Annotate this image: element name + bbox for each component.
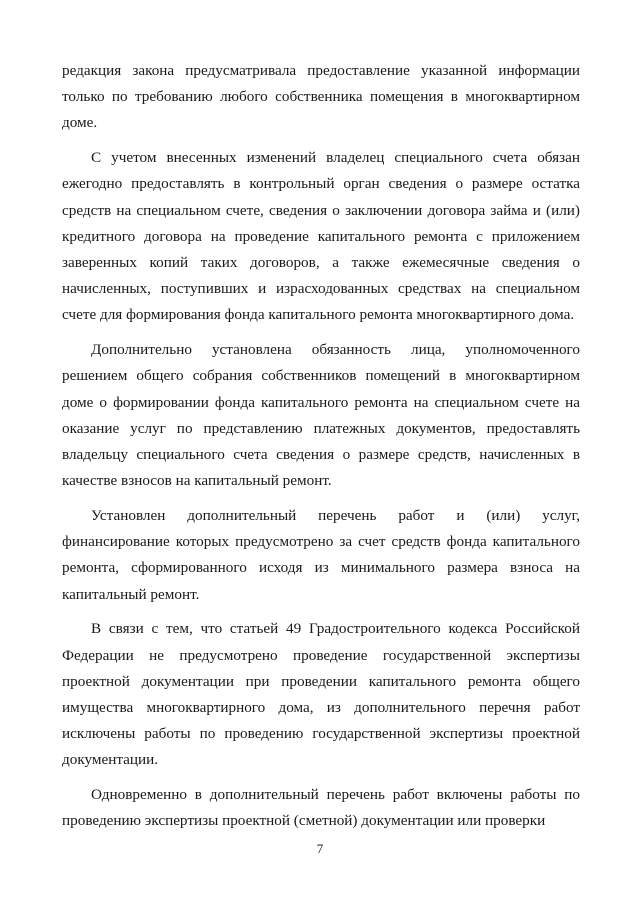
paragraph-1: редакция закона предусматривала предоставление указанной информации только по требованию любого собственника помещения в многоквартирном доме. — [62, 62, 580, 132]
document-body — [62, 58, 580, 843]
paragraph-3: Дополнительно установлена обязанность лица, уполномоченного решением общего собрания собственников помещений в многоквартирном доме о формировании фонда капитального ремонта на специальном счете на оказание услуг по представлению платежных документов, предоставлять владельцу специального счета сведения о размере средств, начисленных в качестве взносов на капитальный ремонт. — [62, 341, 580, 490]
paragraph-2: С учетом внесенных изменений владелец специального счета обязан ежегодно предоставлять в контрольный орган сведения о размере остатка средств на специальном счете, сведения о заключении договора займа и (или) кредитного договора на проведение капитального ремонта с приложением заверенных копий таких договоров, а также ежемесячные сведения о начисленных, поступивших и израсходованных средствах на специальном счете для формирования фонда капитального ремонта многоквартирного дома. — [62, 149, 580, 324]
page-number: 7 — [316, 841, 324, 856]
paragraph-6: Одновременно в дополнительный перечень работ включены работы по проведению экспертизы проектной (сметной) документации или проверки — [62, 786, 580, 830]
paragraph-4: Установлен дополнительный перечень работ и (или) услуг, финансирование которых предусмотрено за счет средств фонда капитального ремонта, сформированного исходя из минимального размера взноса на капитальный ремонт. — [62, 507, 580, 603]
paragraph-5: В связи с тем, что статьей 49 Градостроительного кодекса Российской Федерации не предусмотрено проведение государственной экспертизы проектной документации при проведении капитального ремонта общего имущества многоквартирного дома, из дополнительного перечня работ исключены работы по проведению государственной экспертизы проектной документации. — [62, 620, 580, 769]
